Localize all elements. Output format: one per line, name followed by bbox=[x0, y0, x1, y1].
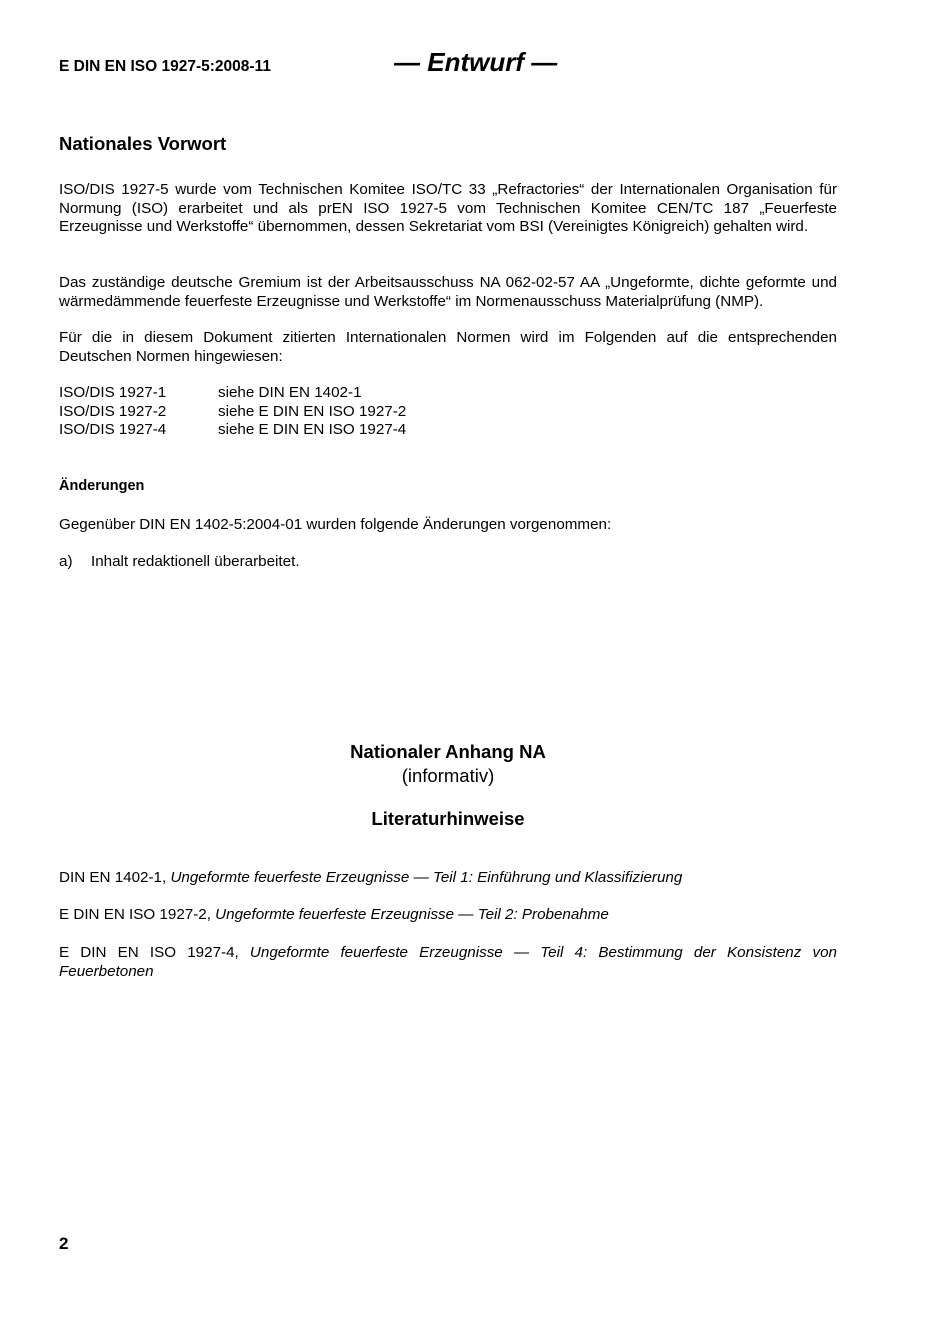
bibliography-entry bbox=[59, 869, 837, 888]
reference-row bbox=[59, 403, 406, 422]
foreword-paragraph: Das zuständige deutsche Gremium ist der Arbeitsausschuss NA 062-02-57 AA „Ungeformte, dichte geformte und wärmedämmende feuerfeste Erzeugnisse und Werkstoffe“ im Normenausschuss Materialprüfung (NMP). bbox=[59, 274, 837, 310]
bibliography-entry bbox=[59, 906, 837, 925]
din-reference: siehe DIN EN 1402-1 bbox=[218, 384, 362, 401]
iso-reference: ISO/DIS 1927-1 bbox=[59, 384, 167, 401]
list-item-text: Inhalt redaktionell überarbeitet. bbox=[91, 553, 300, 570]
changes-title: Änderungen bbox=[59, 478, 145, 494]
reference-row bbox=[59, 384, 406, 403]
reference-row bbox=[59, 421, 406, 440]
bibliography-ref: E DIN EN ISO 1927-2, bbox=[59, 906, 211, 923]
document-id: E DIN EN ISO 1927-5:2008-11 bbox=[59, 58, 271, 75]
foreword-paragraph: Für die in diesem Dokument zitierten Internationalen Normen wird im Folgenden auf die entsprechenden Deutschen Normen hingewiesen: bbox=[59, 329, 837, 365]
foreword-paragraph: ISO/DIS 1927-5 wurde vom Technischen Komitee ISO/TC 33 „Refractories“ der Internationalen Organisation für Normung (ISO) erarbeitet und als prEN ISO 1927-5 vom Technischen Komitee CEN/TC 187 „Feuerfeste Erzeugnisse und Werkstoffe“ übernommen, dessen Sekretariat vom BSI (Vereinigtes Königreich) gehalten wird. bbox=[59, 181, 837, 235]
changes-intro: Gegenüber DIN EN 1402-5:2004-01 wurden folgende Änderungen vorgenommen: bbox=[59, 516, 612, 533]
bibliography-title: Literaturhinweise bbox=[371, 808, 525, 829]
annex-title: Nationaler Anhang NA bbox=[350, 741, 546, 762]
foreword-title: Nationales Vorwort bbox=[59, 133, 227, 154]
bibliography-title-text: Ungeformte feuerfeste Erzeugnisse — Teil 2: Probenahme bbox=[215, 906, 609, 923]
din-reference: siehe E DIN EN ISO 1927-2 bbox=[218, 402, 407, 420]
iso-reference: ISO/DIS 1927-4 bbox=[59, 421, 167, 438]
page-number: 2 bbox=[59, 1234, 69, 1253]
bibliography-title-text: Ungeformte feuerfeste Erzeugnisse — Teil 4: Bestimmung der Konsistenz von Feuerbetonen bbox=[59, 944, 837, 980]
bibliography-ref: E DIN EN ISO 1927-4, bbox=[59, 944, 239, 961]
reference-table bbox=[59, 384, 406, 440]
list-item-label: a) bbox=[59, 553, 73, 570]
bibliography-entry bbox=[59, 944, 837, 981]
draft-label: — Entwurf — bbox=[394, 47, 558, 77]
iso-reference: ISO/DIS 1927-2 bbox=[59, 402, 167, 420]
bibliography-title-text: Ungeformte feuerfeste Erzeugnisse — Teil 1: Einführung und Klassifizierung bbox=[170, 869, 683, 886]
annex-subtitle: (informativ) bbox=[401, 765, 495, 786]
bibliography-ref: DIN EN 1402-1, bbox=[59, 869, 167, 886]
din-reference: siehe E DIN EN ISO 1927-4 bbox=[218, 421, 407, 438]
